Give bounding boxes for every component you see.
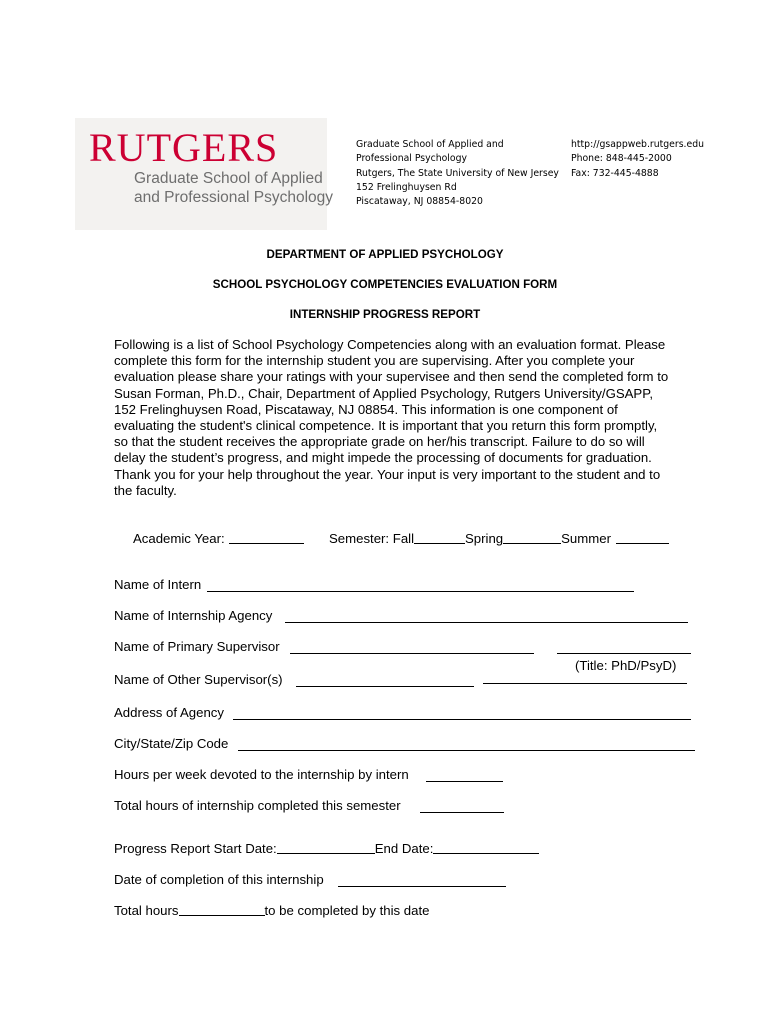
address-block [356, 138, 559, 209]
logo-subtitle-line1: Graduate School of Applied [134, 170, 323, 187]
other-supervisors-label: Name of Other Supervisor(s) [114, 672, 283, 687]
other-supervisors-row [114, 672, 283, 687]
website-link[interactable]: http://gsappweb.rutgers.edu [571, 139, 705, 150]
address-line: Piscataway, NJ 08854-8020 [356, 196, 483, 208]
other-supervisors-input[interactable] [296, 686, 474, 687]
semester-fall-blank[interactable] [414, 542, 465, 544]
hours-per-week-row [114, 767, 409, 782]
semester-row [329, 531, 669, 546]
primary-supervisor-input[interactable] [290, 653, 534, 654]
report-heading: INTERNSHIP PROGRESS REPORT [289, 308, 481, 321]
semester-summer-label: Summer [561, 531, 611, 546]
total-hours-row [114, 903, 429, 918]
form-title: SCHOOL PSYCHOLOGY COMPETENCIES EVALUATION FORM [212, 278, 558, 291]
primary-supervisor-row [114, 639, 280, 654]
instruction-line: the faculty. [114, 482, 177, 498]
agency-address-input[interactable] [233, 719, 691, 720]
start-date-input[interactable] [277, 852, 375, 854]
completion-date-row [114, 872, 324, 887]
semester-fall-label: Semester: Fall [329, 531, 415, 546]
start-date-label: Progress Report Start Date: [114, 841, 277, 856]
total-hours-semester-label: Total hours of internship completed this semester [114, 798, 401, 813]
total-hours-semester-row [114, 798, 401, 813]
title-hint: (Title: PhD/PsyD) [575, 658, 677, 673]
logo-wordmark-text: RUTGERS [89, 125, 279, 170]
completion-date-input[interactable] [338, 886, 506, 887]
intern-name-row [114, 577, 201, 592]
rutgers-logo [75, 118, 334, 230]
contact-block [571, 138, 704, 181]
city-state-zip-label: City/State/Zip Code [114, 736, 229, 751]
academic-year-row [133, 531, 304, 546]
agency-name-row [114, 608, 272, 623]
completion-date-label: Date of completion of this internship [114, 872, 324, 887]
instructions-paragraph [114, 337, 704, 499]
intern-name-label: Name of Intern [114, 577, 202, 592]
instruction-line: Thank you for your help throughout the year. Your input is very important to the student and to [114, 466, 661, 482]
report-dates-row [114, 841, 539, 856]
hours-per-week-label: Hours per week devoted to the internship by intern [114, 767, 409, 782]
academic-year-label: Academic Year: [133, 531, 225, 546]
instruction-line: so that the student receives the appropriate grade on her/his transcript. Failure to do so will [114, 434, 645, 450]
instruction-line: complete this form for the internship student you are supervising. After you complete your [114, 353, 635, 369]
fax-number: Fax: 732-445-4888 [571, 167, 659, 179]
other-supervisors-title-input[interactable] [483, 683, 687, 684]
total-hours-semester-input[interactable] [420, 812, 504, 813]
logo-wordmark [89, 124, 278, 171]
total-hours-label: Total hours [114, 903, 179, 918]
instruction-line: delay the student’s progress, and might impede the processing of documents for graduation. [114, 450, 652, 466]
instruction-line: evaluating the student's clinical competence. It is important that you return this form promptly, [114, 418, 658, 434]
instruction-line: 152 Frelinghuysen Road, Piscataway, NJ 08854. This information is one component of [114, 401, 618, 417]
instruction-line: Following is a list of School Psychology Competencies along with an evaluation format. Please [114, 337, 666, 352]
hours-per-week-input[interactable] [426, 781, 503, 782]
semester-spring-label: Spring [465, 531, 504, 546]
address-line: 152 Frelinghuysen Rd [356, 181, 457, 193]
city-state-zip-row [114, 736, 228, 751]
end-date-label: End Date: [374, 841, 434, 856]
address-line: Graduate School of Applied and [356, 139, 504, 150]
academic-year-input[interactable] [229, 542, 304, 544]
end-date-input[interactable] [433, 852, 539, 854]
semester-summer-blank[interactable] [616, 542, 669, 544]
primary-supervisor-title-input[interactable] [557, 653, 691, 654]
semester-spring-blank[interactable] [503, 542, 561, 544]
agency-name-input[interactable] [285, 622, 688, 623]
agency-address-label: Address of Agency [114, 705, 224, 720]
logo-subtitle-line2: and Professional Psychology [134, 189, 334, 206]
total-hours-input[interactable] [179, 914, 265, 916]
to-be-completed-label: to be completed by this date [264, 903, 430, 918]
agency-address-row [114, 705, 224, 720]
phone-number: Phone: 848-445-2000 [571, 153, 672, 165]
intern-name-input[interactable] [207, 591, 634, 592]
department-heading: DEPARTMENT OF APPLIED PSYCHOLOGY [266, 248, 504, 261]
instruction-line: evaluation please share your ratings with your supervisee and then send the completed form to [114, 369, 669, 385]
instruction-line: Susan Forman, Ph.D., Chair, Department of Applied Psychology, Rutgers University/GSAPP, [114, 385, 653, 401]
agency-name-label: Name of Internship Agency [114, 608, 273, 623]
address-line: Professional Psychology [356, 153, 467, 165]
city-state-zip-input[interactable] [238, 750, 695, 751]
primary-supervisor-label: Name of Primary Supervisor [114, 639, 280, 654]
address-line: Rutgers, The State University of New Jersey [356, 167, 559, 179]
